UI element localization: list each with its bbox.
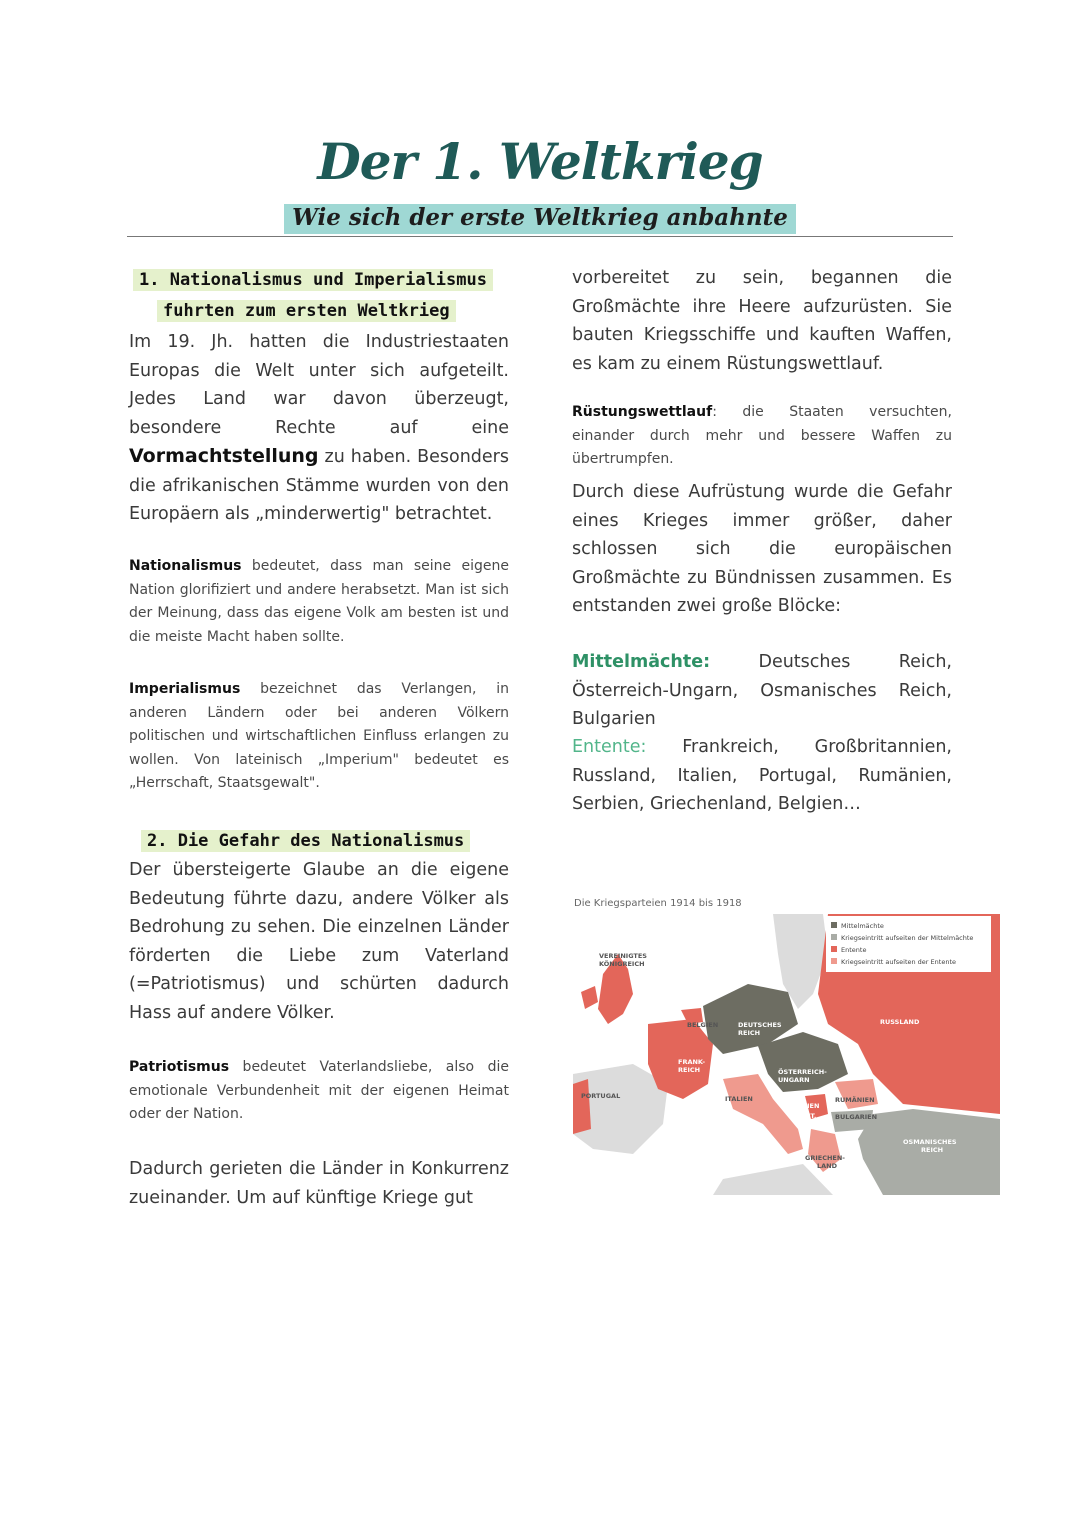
label-portugal: PORTUGAL xyxy=(581,1092,621,1100)
term-imperialismus: Imperialismus xyxy=(129,681,241,697)
section2-outro: Dadurch gerieten die Länder in Konkurrenz zueinander. Um auf künftige Kriege gut xyxy=(129,1159,509,1208)
term-nationalismus: Nationalismus xyxy=(129,558,242,574)
header-divider xyxy=(127,236,953,237)
mittelmaechte-list: Deutsches Reich, Österreich-Ungarn, Osmanisches Reich, Bulgarien xyxy=(572,652,952,729)
patriotismus-text: bedeutet Vaterlandsliebe, also die emotionale Verbundenheit mit der eigenen Heimat oder der Nation. xyxy=(129,1059,509,1122)
section2-heading-text: 2. Die Gefahr des Nationalismus xyxy=(141,830,470,852)
legend-swatch-entente-joined xyxy=(831,958,837,964)
nationalismus-text: bedeutet, dass man seine eigene Nation glorifiziert und andere herabsetzt. Man ist sich der Meinung, dass das eigene Volk am besten ist und die meiste Macht haben sollte. xyxy=(129,558,509,645)
label-italien: ITALIEN xyxy=(725,1095,753,1103)
label-uk-2: KÖNIGREICH xyxy=(599,960,645,968)
legend-central: Mittelmächte xyxy=(841,922,884,930)
legend-swatch-entente xyxy=(831,946,837,952)
legend-swatch-central xyxy=(831,922,837,928)
label-bulgarien: BULGARIEN xyxy=(835,1113,878,1121)
definition-imperialismus xyxy=(129,678,509,796)
label-fr-1: FRANK- xyxy=(678,1058,706,1066)
section1-heading-text1: 1. Nationalismus und Imperialismus xyxy=(133,269,493,291)
label-serbien: SERBIEN xyxy=(788,1102,820,1110)
section1-intro xyxy=(129,328,509,529)
label-rumaenien: RUMÄNIEN xyxy=(835,1096,875,1104)
legend-entente: Entente xyxy=(841,946,867,954)
label-gr-1: GRIECHEN- xyxy=(805,1154,845,1162)
label-de-2: REICH xyxy=(738,1029,761,1037)
legend-entente-joined: Kriegseintritt aufseiten der Entente xyxy=(841,958,956,966)
legend-central-joined: Kriegseintritt aufseiten der Mittelmächte xyxy=(841,934,974,942)
term-ruestungswettlauf: Rüstungswettlauf xyxy=(572,404,713,420)
label-russland: RUSSLAND xyxy=(880,1018,920,1026)
right-continuation: vorbereitet zu sein, begannen die Großmächte ihre Heere aufzurüsten. Sie bauten Kriegsschiffe und kauften Waffen, es kam zu einem Rüstungswettlauf. xyxy=(572,268,952,374)
label-fr-2: REICH xyxy=(678,1066,701,1074)
label-at-2: UNGARN xyxy=(778,1076,810,1084)
mittelmaechte-text xyxy=(572,648,952,734)
intro-text-b: zu haben. Besonders die afrikanischen Stämme wurden von den Europäern als „minderwertig" betrachtet. xyxy=(129,447,509,524)
definition-ruestungswettlauf xyxy=(572,401,952,472)
term-entente: Entente: xyxy=(572,737,647,757)
term-patriotismus: Patriotismus xyxy=(129,1059,230,1075)
map-caption: Die Kriegsparteien 1914 bis 1918 xyxy=(574,898,742,909)
map-portugal xyxy=(573,1079,591,1134)
entente-list: Frankreich, Großbritannien, Russland, Italien, Portugal, Rumänien, Serbien, Griechenland, Belgien… xyxy=(572,737,952,814)
section1-heading-line2 xyxy=(157,296,456,327)
label-os-1: OSMANISCHES xyxy=(903,1138,957,1146)
entente-text xyxy=(572,733,952,819)
section1-heading-line1 xyxy=(133,265,493,296)
subtitle-wrap xyxy=(0,204,1080,234)
term-mittelmaechte: Mittelmächte: xyxy=(572,652,711,672)
imperialismus-text: bezeichnet das Verlangen, in anderen Ländern oder bei anderen Völkern politischen und wirtschaftlichen Einfluss erlangen zu wollen. Von lateinisch „Imperium" bedeutet es „Herrschaft, Staatsgewalt". xyxy=(129,681,509,791)
label-mont: MONT. xyxy=(793,1112,817,1120)
section2-text: Der übersteigerte Glaube an die eigene Bedeutung führte dazu, andere Völker als Bedrohung zu sehen. Die einzelnen Länder förderten die Liebe zum Vaterland (=Patriotismus) und schürten dadurch Hass auf andere Völker. xyxy=(129,860,509,1023)
label-os-2: REICH xyxy=(921,1146,944,1154)
page-title: Der 1. Weltkrieg xyxy=(317,132,763,191)
section2-heading xyxy=(141,826,470,857)
definition-patriotismus xyxy=(129,1056,509,1127)
legend-swatch-central-joined xyxy=(831,934,837,940)
intro-text-a: Im 19. Jh. hatten die Industriestaaten Europas die Welt unter sich aufgeteilt. Jedes Land war davon überzeugt, besondere Rechte auf eine xyxy=(129,332,509,438)
label-at-1: ÖSTERREICH- xyxy=(778,1068,827,1076)
buendnis-text: Durch diese Aufrüstung wurde die Gefahr eines Krieges immer größer, daher schlossen sich die europäischen Großmächte zu Bündnissen zusammen. Es entstanden zwei große Blöcke: xyxy=(572,482,952,616)
europe-map xyxy=(573,914,1000,1195)
label-gr-2: LAND xyxy=(817,1162,838,1170)
europe-map-svg xyxy=(573,914,1000,1195)
definition-nationalismus xyxy=(129,555,509,649)
label-de-1: DEUTSCHES xyxy=(738,1021,782,1029)
section1-heading-text2: fuhrten zum ersten Weltkrieg xyxy=(157,300,456,322)
label-belgien: BELGIEN xyxy=(687,1021,719,1029)
label-uk-1: VEREINIGTES xyxy=(599,952,647,960)
page-subtitle: Wie sich der erste Weltkrieg anbahnte xyxy=(284,204,796,234)
ruestungswettlauf-text: : die Staaten versuchten, einander durch mehr und bessere Waffen zu übertrumpfen. xyxy=(572,404,952,467)
term-vormachtstellung: Vormachtstellung xyxy=(129,445,319,467)
